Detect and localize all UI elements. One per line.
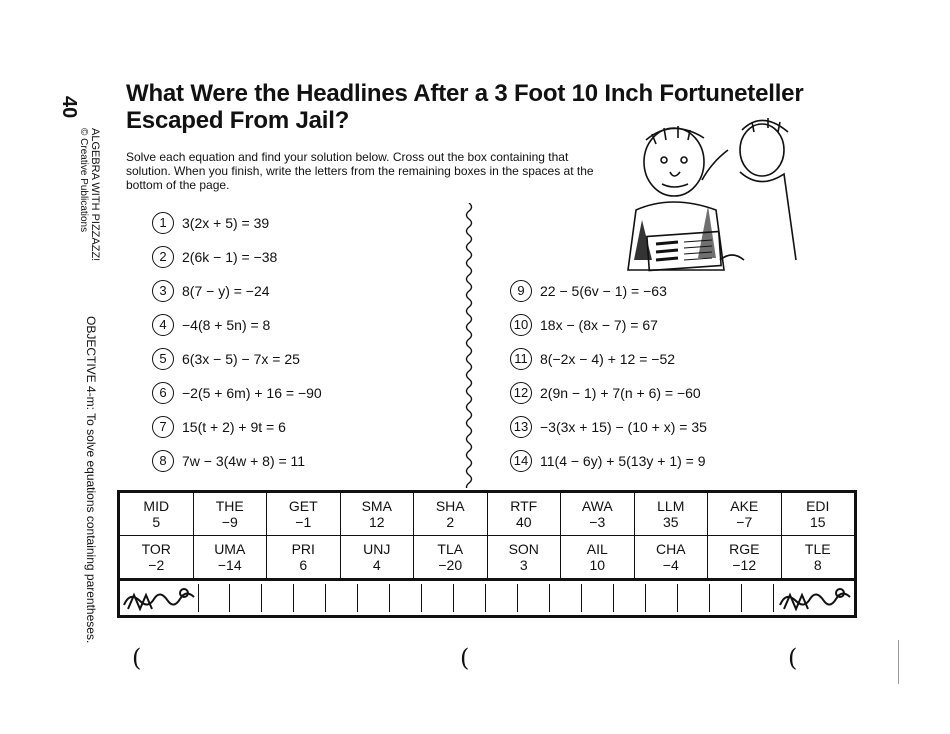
answer-box-letters: AIL	[586, 541, 608, 557]
binder-mark-right: (	[788, 644, 798, 672]
answer-box[interactable]	[488, 493, 562, 535]
problem-7	[152, 416, 286, 438]
answer-box[interactable]	[414, 536, 488, 578]
problem-14	[510, 450, 706, 472]
problem-equation: 22 − 5(6v − 1) = −63	[540, 283, 667, 299]
answer-table	[117, 490, 857, 618]
answer-box[interactable]	[341, 493, 415, 535]
answer-blank[interactable]	[454, 584, 486, 612]
problem-12	[510, 382, 701, 404]
answer-box[interactable]	[267, 493, 341, 535]
answer-blank[interactable]	[518, 584, 550, 612]
answer-box-letters: TLA	[437, 541, 464, 557]
answer-blank[interactable]	[614, 584, 646, 612]
answer-blank[interactable]	[486, 584, 518, 612]
answer-blank[interactable]	[198, 584, 230, 612]
answer-blank[interactable]	[390, 584, 422, 612]
binder-mark-left: (	[132, 644, 142, 672]
answer-row-1	[120, 493, 854, 536]
problem-9	[510, 280, 667, 302]
answer-box-value: −4	[662, 557, 679, 573]
answer-box-letters: THE	[215, 498, 244, 514]
problem-number-badge: 14	[510, 450, 532, 472]
answer-box-value: −20	[438, 557, 463, 573]
binder-mark-center: (	[460, 644, 470, 672]
problem-equation: 2(9n − 1) + 7(n + 6) = −60	[540, 385, 701, 401]
answer-box-value: 2	[446, 514, 455, 530]
answer-box-value: 4	[372, 557, 381, 573]
problem-number-badge: 12	[510, 382, 532, 404]
problem-number-badge: 2	[152, 246, 174, 268]
problem-number-badge: 9	[510, 280, 532, 302]
problem-8	[152, 450, 305, 472]
problem-equation: 7w − 3(4w + 8) = 11	[182, 453, 306, 469]
answer-box-value: 5	[152, 514, 161, 530]
page-title: What Were the Headlines After a 3 Foot 10 Inch Fortuneteller Escaped From Jail?	[126, 80, 804, 134]
answer-box[interactable]	[708, 536, 782, 578]
answer-box-value: 12	[368, 514, 385, 530]
answer-row-2	[120, 536, 854, 581]
answer-box-value: −7	[736, 514, 753, 530]
copyright-side: © Creative Publications	[78, 128, 89, 233]
answer-blank[interactable]	[550, 584, 582, 612]
answer-box-value: −12	[732, 557, 757, 573]
answer-box[interactable]	[120, 493, 194, 535]
answer-box-letters: UNJ	[363, 541, 391, 557]
answer-blank[interactable]	[326, 584, 358, 612]
answer-blank[interactable]	[294, 584, 326, 612]
answer-box-value: −3	[589, 514, 606, 530]
answer-blank[interactable]	[710, 584, 742, 612]
problem-equation: 15(t + 2) + 9t = 6	[182, 419, 286, 435]
answer-box-value: 3	[519, 557, 528, 573]
answer-box[interactable]	[267, 536, 341, 578]
answer-box[interactable]	[782, 493, 855, 535]
scroll-ornament-left	[120, 581, 198, 615]
answer-box-value: 15	[809, 514, 826, 530]
answer-box[interactable]	[635, 536, 709, 578]
problem-equation: 18x − (8x − 7) = 67	[540, 317, 658, 333]
answer-box-letters: PRI	[291, 541, 315, 557]
answer-box-value: −14	[217, 557, 242, 573]
problem-equation: 11(4 − 6y) + 5(13y + 1) = 9	[540, 453, 706, 469]
answer-box[interactable]	[120, 536, 194, 578]
problem-6	[152, 382, 322, 404]
instructions: Solve each equation and find your solution below. Cross out the box containing that solution. When you finish, write the letters from the remaining boxes in the spaces at the bottom of the page.	[126, 150, 594, 192]
answer-box[interactable]	[488, 536, 562, 578]
answer-blank[interactable]	[678, 584, 710, 612]
answer-box-value: 10	[589, 557, 606, 573]
problem-number-badge: 13	[510, 416, 532, 438]
problem-4	[152, 314, 270, 336]
problem-equation: −4(8 + 5n) = 8	[182, 317, 271, 333]
answer-box-letters: EDI	[806, 498, 830, 514]
answer-blank[interactable]	[582, 584, 614, 612]
answer-box[interactable]	[194, 493, 268, 535]
wavy-divider	[462, 203, 476, 488]
problem-2	[152, 246, 277, 268]
answer-box-letters: LLM	[657, 498, 685, 514]
edge-line	[898, 640, 899, 684]
answer-box-letters: RGE	[729, 541, 760, 557]
problem-equation: −3(3x + 15) − (10 + x) = 35	[540, 419, 707, 435]
answer-blank[interactable]	[262, 584, 294, 612]
answer-box-value: −2	[148, 557, 165, 573]
answer-box[interactable]	[561, 536, 635, 578]
answer-box-letters: GET	[288, 498, 318, 514]
problem-number-badge: 6	[152, 382, 174, 404]
answer-box[interactable]	[414, 493, 488, 535]
answer-blank[interactable]	[358, 584, 390, 612]
problem-equation: 8(−2x − 4) + 12 = −52	[540, 351, 676, 367]
answer-box-value: −9	[221, 514, 238, 530]
problem-number-badge: 11	[510, 348, 532, 370]
answer-box-letters: RTF	[510, 498, 538, 514]
problem-equation: 8(7 − y) = −24	[182, 283, 270, 299]
problem-number-badge: 7	[152, 416, 174, 438]
answer-box-letters: AWA	[581, 498, 613, 514]
answer-blank[interactable]	[422, 584, 454, 612]
fortuneteller-illustration	[612, 110, 802, 280]
problem-11	[510, 348, 675, 370]
answer-box-value: 40	[515, 514, 532, 530]
problem-10	[510, 314, 658, 336]
page-number: 40	[58, 96, 80, 119]
problem-equation: 3(2x + 5) = 39	[182, 215, 270, 231]
problem-13	[510, 416, 707, 438]
book-title-side: ALGEBRA WITH PIZZAZZ!	[89, 128, 101, 262]
objective-side: OBJECTIVE 4-m: To solve equations containing parentheses.	[84, 316, 98, 644]
answer-blank[interactable]	[742, 584, 774, 612]
answer-box[interactable]	[194, 536, 268, 578]
problem-number-badge: 4	[152, 314, 174, 336]
problem-5	[152, 348, 300, 370]
answer-box[interactable]	[782, 536, 855, 578]
answer-box-letters: SHA	[435, 498, 465, 514]
answer-box-letters: TLE	[804, 541, 831, 557]
answer-blanks	[120, 581, 854, 615]
problem-1	[152, 212, 269, 234]
problem-equation: 2(6k − 1) = −38	[182, 249, 278, 265]
problem-equation: −2(5 + 6m) + 16 = −90	[182, 385, 322, 401]
answer-box[interactable]	[561, 493, 635, 535]
problem-3	[152, 280, 270, 302]
answer-box-letters: SON	[508, 541, 539, 557]
answer-box[interactable]	[708, 493, 782, 535]
scroll-ornament-right	[776, 581, 854, 615]
answer-box-letters: CHA	[655, 541, 686, 557]
answer-box-value: 8	[813, 557, 822, 573]
problem-number-badge: 8	[152, 450, 174, 472]
problem-number-badge: 3	[152, 280, 174, 302]
answer-box[interactable]	[635, 493, 709, 535]
problem-number-badge: 10	[510, 314, 532, 336]
answer-box-value: 6	[299, 557, 308, 573]
answer-box-letters: UMA	[214, 541, 246, 557]
answer-blank[interactable]	[646, 584, 678, 612]
problem-number-badge: 5	[152, 348, 174, 370]
answer-box-value: 35	[662, 514, 679, 530]
problem-equation: 6(3x − 5) − 7x = 25	[182, 351, 300, 367]
answer-box[interactable]	[341, 536, 415, 578]
answer-blank[interactable]	[230, 584, 262, 612]
answer-box-value: −1	[295, 514, 312, 530]
answer-box-letters: AKE	[730, 498, 759, 514]
answer-box-letters: TOR	[141, 541, 171, 557]
problem-number-badge: 1	[152, 212, 174, 234]
answer-box-letters: SMA	[361, 498, 392, 514]
answer-box-letters: MID	[143, 498, 170, 514]
